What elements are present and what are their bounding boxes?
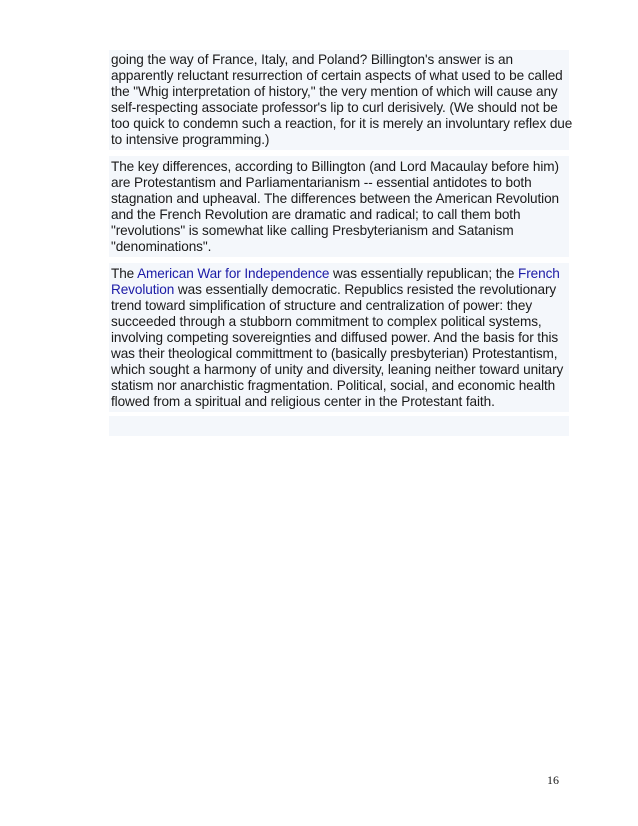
paragraph-1 bbox=[109, 50, 573, 150]
text-line: involving competing sovereignties and diffused power. And the basis for this bbox=[111, 330, 559, 345]
text-line: "revolutions" is somewhat like calling Presbyterianism and Satanism bbox=[111, 223, 514, 238]
text-fragment: The bbox=[111, 266, 138, 281]
text-line: apparently reluctant resurrection of certain aspects of what used to be called bbox=[111, 68, 563, 83]
text-line: too quick to condemn such a reaction, for it is merely an involuntary reflex due bbox=[111, 116, 573, 131]
text-line: statism nor anarchistic fragmentation. Political, social, and economic health bbox=[111, 378, 556, 393]
text-line: the "Whig interpretation of history," the very mention of which will cause any bbox=[111, 84, 558, 99]
text-line bbox=[111, 266, 567, 282]
document-body bbox=[109, 50, 573, 412]
french-revolution-link-part1[interactable]: French bbox=[518, 266, 560, 281]
text-line: going the way of France, Italy, and Poland? Billington's answer is an bbox=[111, 52, 513, 67]
page-number: 16 bbox=[547, 773, 559, 787]
text-line: self-respecting associate professor's lip to curl derisively. (We should not be bbox=[111, 100, 558, 115]
paragraph-3 bbox=[109, 257, 569, 412]
text-line: and the French Revolution are dramatic and radical; to call them both bbox=[111, 207, 521, 222]
text-fragment: was essentially republican; the bbox=[329, 266, 519, 281]
text-line: stagnation and upheaval. The differences between the American Revolution bbox=[111, 191, 559, 206]
text-line: The key differences, according to Billington (and Lord Macaulay before him) bbox=[111, 159, 559, 174]
text-line: which sought a harmony of unity and diversity, leaning neither toward unitary bbox=[111, 362, 564, 377]
text-line: are Protestantism and Parliamentarianism -- essential antidotes to both bbox=[111, 175, 532, 190]
text-line: trend toward simplification of structure and centralization of power: they bbox=[111, 298, 533, 313]
text-line: "denominations". bbox=[111, 239, 212, 254]
paragraph-2 bbox=[109, 150, 569, 257]
text-line bbox=[111, 282, 567, 298]
empty-block bbox=[109, 416, 569, 436]
text-fragment: was essentially democratic. Republics resisted the revolutionary bbox=[174, 282, 557, 297]
text-line: flowed from a spiritual and religious center in the Protestant faith. bbox=[111, 394, 495, 409]
american-war-link[interactable]: American War for Independence bbox=[137, 266, 330, 281]
text-line: was their theological committment to (basically presbyterian) Protestantism, bbox=[111, 346, 558, 361]
french-revolution-link-part2[interactable]: Revolution bbox=[111, 282, 175, 297]
text-line: succeeded through a stubborn commitment to complex political systems, bbox=[111, 314, 542, 329]
text-line: to intensive programming.) bbox=[111, 132, 270, 147]
